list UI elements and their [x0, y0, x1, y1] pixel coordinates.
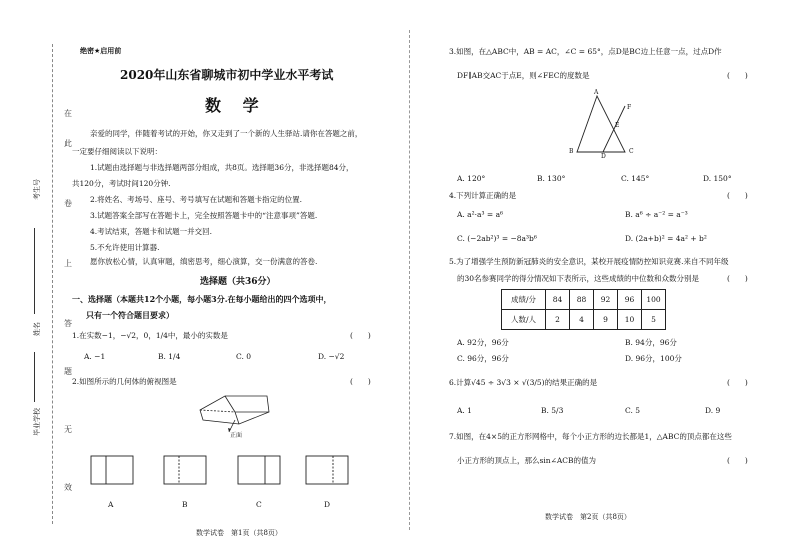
q3-option-a[interactable]: A. 120°: [457, 174, 486, 183]
table-row: [502, 290, 666, 310]
q2-option-b-label: B: [182, 500, 188, 509]
side-label-text: 姓名: [33, 322, 41, 336]
notice-item: 4.考试结束，答题卡和试题一并交回.: [90, 227, 213, 236]
q3-option-d[interactable]: D. 150°: [703, 174, 732, 183]
side-label-text: 毕业学校: [33, 408, 41, 436]
notice-intro: 亲爱的同学，伴随着考试的开始，你又走到了一个新的人生驿站.请你在答题之前，: [90, 129, 363, 138]
notice-item: 愿你放松心情，认真审题，缜密思考，细心演算，交一份满意的答卷.: [90, 257, 318, 266]
q3-label-d: D: [601, 153, 606, 160]
notice-item: 2.将姓名、考场号、座号、考号填写在试题和答题卡指定的位置.: [90, 195, 303, 204]
q5-stem-2: 的30名参赛同学的得分情况如下表所示，这些成绩的中位数和众数分别是: [457, 274, 700, 283]
notice-item: 1.试题由选择题与非选择题两部分组成，共8页。选择题36分，非选择题84分，: [90, 163, 354, 172]
q2-stem: 2.如图所示的几何体的俯视图是: [72, 377, 177, 386]
table-cell: 92: [594, 290, 618, 310]
q1-option-a[interactable]: A. −1: [84, 352, 106, 361]
q3-label-c: C: [629, 148, 634, 155]
q4-option-d[interactable]: D. (2a+b)² = 4a² + b²: [625, 234, 707, 243]
q2-view-d[interactable]: [305, 455, 349, 485]
q3-option-b[interactable]: B. 130°: [537, 174, 566, 183]
side-label-text: 考生号: [33, 179, 41, 200]
table-row: [502, 310, 666, 330]
secret-label: 绝密★启用前: [80, 47, 122, 55]
school-label: [32, 408, 42, 436]
q3-option-c[interactable]: C. 145°: [621, 174, 650, 183]
q7-answer-paren[interactable]: ( ): [727, 456, 748, 465]
q6-option-a[interactable]: A. 1: [457, 406, 472, 415]
q4-stem: 4.下列计算正确的是: [449, 191, 517, 200]
q3-stem-2: DF∥AB交AC于点E，则∠FEC的度数是: [457, 71, 590, 80]
right-page: [409, 0, 794, 560]
binding-word: 题: [64, 367, 72, 376]
page-footer: 数学试卷 第2页（共8页）: [545, 513, 631, 521]
q4-option-c[interactable]: C. (−2ab²)³ = −8a³b⁶: [457, 234, 537, 243]
binding-word: 此: [64, 139, 72, 148]
q7-stem-2: 小正方形的顶点上，那么sin∠ACB的值为: [457, 456, 597, 465]
q5-score-table: [501, 289, 666, 330]
table-cell: 100: [642, 290, 666, 310]
table-cell: 10: [618, 310, 642, 330]
table-cell: 2: [546, 310, 570, 330]
q3-stem: 3.如图，在△ABC中，AB = AC，∠C = 65°，点D是BC边上任意一点，过点D作: [449, 47, 722, 56]
q6-stem: 6.计算√45 ÷ 3√3 × √(3/5)的结果正确的是: [449, 378, 598, 387]
table-cell: 88: [570, 290, 594, 310]
q1-answer-paren[interactable]: ( ): [350, 331, 371, 340]
table-header-cell: 成绩/分: [502, 290, 546, 310]
q6-answer-paren[interactable]: ( ): [727, 378, 748, 387]
table-cell: 84: [546, 290, 570, 310]
q2-view-c[interactable]: [237, 455, 281, 485]
table-cell: 9: [594, 310, 618, 330]
notice-item: 共120分，考试时间120分钟.: [72, 179, 171, 188]
q3-label-e: E: [615, 122, 620, 129]
notice-item: 3.试题答案全部写在答题卡上，完全按照答题卡中的“注意事项”答题.: [90, 211, 318, 220]
binding-word: 效: [64, 483, 72, 492]
q3-label-f: F: [627, 104, 632, 111]
page-footer: 数学试卷 第1页（共8页）: [196, 529, 282, 537]
subject-title: 数 学: [205, 96, 267, 115]
q7-stem: 7.如图，在4×5的正方形网格中，每个小正方形的边长都是1，△ABC的顶点都在这些: [449, 432, 732, 441]
table-cell: 4: [570, 310, 594, 330]
binding-word: 无: [64, 425, 72, 434]
q4-option-a[interactable]: A. a²·a³ = a⁶: [457, 210, 504, 219]
q1-option-b[interactable]: B. 1/4: [158, 352, 181, 361]
binding-word: 答: [64, 319, 72, 328]
notice-intro-2: 一定要仔细阅读以下说明：: [72, 147, 162, 156]
q2-option-c-label: C: [256, 500, 262, 509]
q1-option-c[interactable]: C. 0: [236, 352, 252, 361]
binding-word: 上: [64, 259, 72, 268]
q4-option-b[interactable]: B. a⁶ ÷ a⁻² = a⁻³: [625, 210, 688, 219]
front-label: 正面: [230, 432, 243, 439]
section-title: 选择题（共36分）: [200, 277, 276, 287]
part-heading-2: 只有一个符合题目要求）: [86, 310, 174, 320]
q5-option-b[interactable]: B. 94分，96分: [625, 338, 677, 347]
q3-label-a: A: [594, 89, 599, 96]
q5-option-d[interactable]: D. 96分，100分: [625, 354, 682, 363]
q3-label-b: B: [569, 148, 574, 155]
name-field[interactable]: [34, 254, 35, 314]
q2-view-b[interactable]: [163, 455, 207, 485]
school-field[interactable]: [34, 352, 35, 402]
table-cell: 96: [618, 290, 642, 310]
binding-line: [52, 44, 53, 524]
q6-option-c[interactable]: C. 5: [625, 406, 641, 415]
part-heading: 一、选择题（本题共12个小题，每小题3分.在每小题给出的四个选项中，: [72, 294, 332, 304]
q4-answer-paren[interactable]: ( ): [727, 191, 748, 200]
candidate-number-label: [32, 179, 42, 200]
exam-title: 2020年山东省聊城市初中学业水平考试: [120, 68, 334, 82]
q1-stem: 1.在实数−1，−√2，0，1/4中，最小的实数是: [72, 331, 228, 340]
q3-answer-paren[interactable]: ( ): [727, 71, 748, 80]
q5-stem: 5.为了增强学生预防新冠肺炎的安全意识，某校开展疫情防控知识竞赛.来自不同年级: [449, 257, 729, 266]
notice-item: 5.不允许使用计算器.: [90, 243, 160, 252]
table-cell: 5: [642, 310, 666, 330]
name-label: [32, 322, 42, 336]
q3-triangle-figure: [567, 90, 637, 160]
q5-option-a[interactable]: A. 92分，96分: [457, 338, 509, 347]
binding-word: 在: [64, 109, 72, 118]
q5-answer-paren[interactable]: ( ): [727, 274, 748, 283]
q6-option-b[interactable]: B. 5/3: [541, 406, 564, 415]
q6-option-d[interactable]: D. 9: [705, 406, 721, 415]
q2-answer-paren[interactable]: ( ): [350, 377, 371, 386]
q2-option-d-label: D: [324, 500, 331, 509]
q2-option-a-label: A: [108, 500, 114, 509]
binding-word: 卷: [64, 199, 72, 208]
q5-option-c[interactable]: C. 96分，96分: [457, 354, 509, 363]
table-header-cell: 人数/人: [502, 310, 546, 330]
q2-view-a[interactable]: [90, 455, 134, 485]
q1-option-d[interactable]: D. −√2: [318, 352, 345, 361]
